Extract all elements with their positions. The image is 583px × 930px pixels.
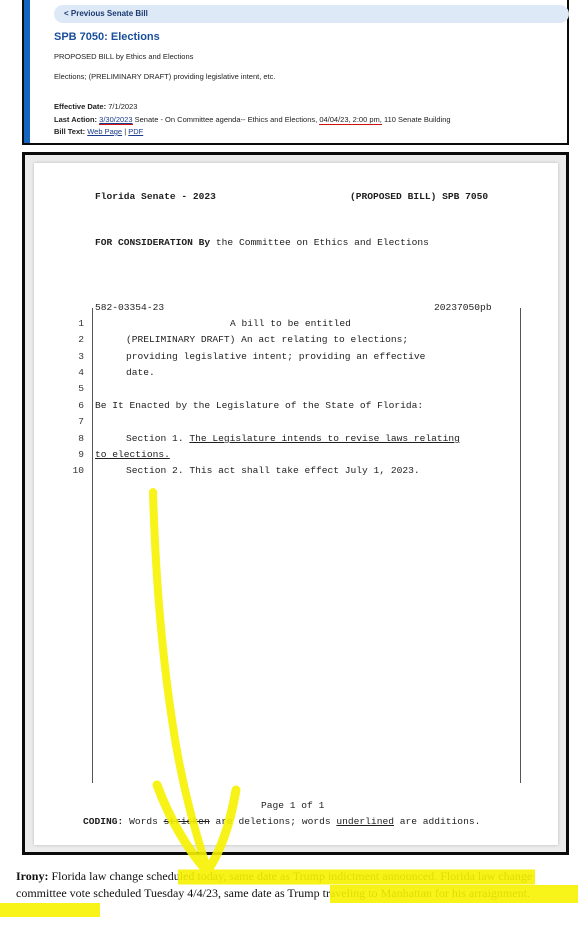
coding-legend [83,816,480,827]
bill-description: Elections; (PRELIMINARY DRAFT) providing legislative intent, etc. [54,72,276,81]
last-action-text: Senate - On Committee agenda-- Ethics and Elections, [134,114,318,124]
bill-line: (PRELIMINARY DRAFT) An act relating to elections; [126,334,409,345]
last-action-when: 04/04/23, 2:00 pm, [319,114,382,124]
underlined-addition: The Legislature intends to revise laws relating [189,433,460,444]
bill-line: Section 2. This act shall take effect July 1, 2023. [126,465,420,476]
coding-mid: are deletions; words [215,816,331,827]
line-number: 7 [78,416,84,427]
doc-header-left: Florida Senate - 2023 [95,191,216,202]
bill-text-row [54,126,451,139]
coding-underlined: underlined [336,816,394,827]
last-action-row [54,114,451,127]
bill-title: SPB 7050: Elections [54,31,160,43]
line-number: 5 [78,383,84,394]
panel-accent-bar [24,0,30,143]
document-page [34,163,558,845]
previous-senate-bill-link[interactable]: < Previous Senate Bill [54,5,569,23]
right-margin-rule [520,308,521,783]
doc-header-right: (PROPOSED BILL) SPB 7050 [350,191,489,202]
line-number: 8 [78,433,84,444]
bill-line [126,433,460,444]
last-action-label: Last Action: [54,114,98,124]
bill-text-separator: | [124,127,127,136]
effective-date-value: 7/1/2023 [108,102,138,111]
effective-date-row [54,101,451,114]
caption-label: Irony: [16,869,49,883]
line-number-rule [92,308,93,783]
irony-caption [16,868,571,901]
bill-subtitle: PROPOSED BILL by Ethics and Elections [54,52,194,61]
bill-line: date. [126,367,155,378]
bill-line: A bill to be entitled [230,318,351,329]
last-action-place: 110 Senate Building [383,114,451,124]
effective-date-label: Effective Date: [54,102,107,111]
line-number: 10 [72,465,84,476]
underlined-addition: to elections. [95,449,170,460]
bill-info-panel [22,0,569,145]
bill-text-pdf-link[interactable]: PDF [128,127,144,136]
section-prefix: Section 1. [126,433,190,444]
consideration-bold: FOR CONSIDERATION By [95,237,211,248]
coding-words: Words [129,816,158,827]
document-viewer [22,152,569,855]
line-number: 4 [78,367,84,378]
bill-text-web-page-link[interactable]: Web Page [87,127,123,136]
last-action-date-link[interactable]: 3/30/2023 [99,114,133,124]
bill-text-label: Bill Text: [54,127,86,136]
line-number: 3 [78,351,84,362]
consideration-line [95,237,429,248]
caption-text: Florida law change scheduled today, same date as Trump indictment announced. Florida law change committee vote scheduled Tuesday 4/4/23, same date as Trump traveling to Manhattan for his arraignment. [16,869,533,900]
doc-code-left: 582-03354-23 [95,302,165,313]
line-number: 6 [78,400,84,411]
bill-line: Be It Enacted by the Legislature of the State of Florida: [95,400,424,411]
bill-meta [54,101,451,139]
bill-line: providing legislative intent; providing an effective [126,351,426,362]
line-number: 9 [78,449,84,460]
line-number: 1 [78,318,84,329]
line-number: 2 [78,334,84,345]
coding-label: CODING: [83,816,124,827]
consideration-rest: the Committee on Ethics and Elections [215,237,429,248]
coding-end: are additions. [399,816,481,827]
page-indicator: Page 1 of 1 [261,800,325,811]
coding-stricken: stricken [163,816,210,827]
doc-code-right: 20237050pb [434,302,492,313]
